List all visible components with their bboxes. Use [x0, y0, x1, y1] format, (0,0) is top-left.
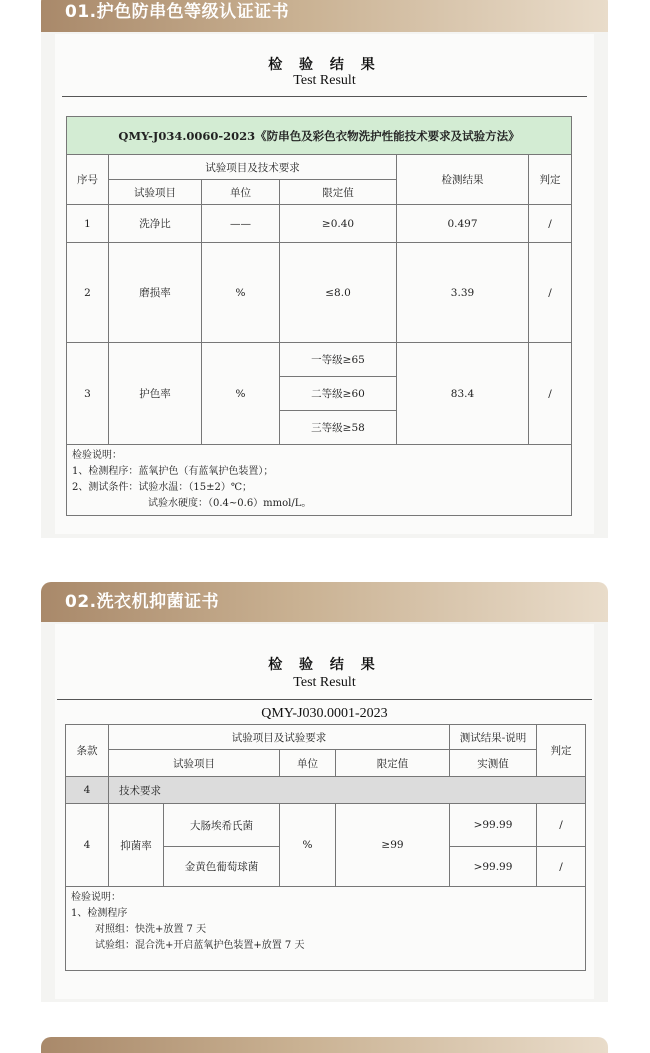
section2-table — [65, 724, 586, 971]
row-no: 1 — [67, 205, 109, 243]
section2-paper — [55, 624, 594, 999]
table-row — [66, 804, 586, 847]
row-item: 磨损率 — [109, 243, 202, 343]
notes-line: 试验水硬度：（0.4~0.6）mmol/L。 — [148, 498, 312, 509]
notes-line: 1、检测程序：蓝氧护色（有蓝氧护色装置）； — [72, 466, 274, 477]
row-unit: % — [202, 343, 280, 445]
notes-line: 2、测试条件：试验水温：（15±2）℃； — [72, 482, 253, 493]
section2-rule — [57, 699, 592, 700]
table-row — [67, 205, 572, 243]
header-group: 试验项目及技术要求 — [109, 155, 397, 180]
tech-row-no: 4 — [66, 777, 109, 804]
header-result: 检测结果 — [397, 155, 529, 205]
row-item: 抑菌率 — [109, 804, 164, 887]
notes-heading: 检验说明： — [72, 450, 122, 461]
section2-result-subtitle: Test Result — [293, 675, 356, 690]
section1-notes — [67, 445, 572, 516]
row-sub-name: 金黄色葡萄球菌 — [164, 847, 280, 887]
row-limit: ≥99 — [336, 804, 450, 887]
section2-result-title: 检 验 结 果 — [268, 657, 381, 673]
table-row — [67, 343, 572, 377]
row-item: 护色率 — [109, 343, 202, 445]
header-group: 试验项目及试验要求 — [109, 725, 450, 750]
header-measured: 实测值 — [450, 750, 537, 777]
notes-line: 试验组：混合洗+开启蓝氧护色装置+放置 7 天 — [95, 940, 305, 951]
section1-result-title: 检 验 结 果 — [268, 57, 381, 73]
section1-rule — [62, 96, 587, 97]
row-judge: / — [529, 205, 572, 243]
tech-row-label: 技术要求 — [109, 777, 586, 804]
row-limit-grade2: 二等级≥60 — [280, 377, 397, 411]
notes-line: 对照组：快洗+放置 7 天 — [95, 924, 207, 935]
row-sub-judge: / — [537, 847, 586, 887]
section3-banner — [41, 1037, 608, 1053]
section1-standard: QMY-J034.0060-2023《防串色及彩色衣物洗护性能技术要求及试验方法》 — [67, 117, 572, 155]
header-judge: 判定 — [529, 155, 572, 205]
row-judge: / — [529, 343, 572, 445]
row-no: 3 — [67, 343, 109, 445]
section1-paper — [55, 34, 594, 534]
row-result: 83.4 — [397, 343, 529, 445]
section2-banner: 02.洗衣机抑菌证书 — [41, 582, 608, 622]
notes-heading: 检验说明： — [71, 892, 121, 903]
header-clause: 条款 — [66, 725, 109, 777]
row-limit-grade1: 一等级≥65 — [280, 343, 397, 377]
notes-line: 1、检测程序 — [71, 908, 128, 919]
section1-table — [66, 116, 572, 516]
tech-row — [66, 777, 586, 804]
row-unit: % — [202, 243, 280, 343]
row-result: 0.497 — [397, 205, 529, 243]
section1-banner: 01.护色防串色等级认证证书 — [41, 0, 608, 32]
row-no: 4 — [66, 804, 109, 887]
row-limit: ≥0.40 — [280, 205, 397, 243]
section2-standard: QMY-J030.0001-2023 — [261, 706, 388, 721]
row-sub-value: >99.99 — [450, 847, 537, 887]
row-unit: % — [280, 804, 336, 887]
row-item: 洗净比 — [109, 205, 202, 243]
header-limit: 限定值 — [280, 180, 397, 205]
row-sub-name: 大肠埃希氏菌 — [164, 804, 280, 847]
section1-card — [41, 32, 608, 538]
row-unit: —— — [202, 205, 280, 243]
section2-notes — [66, 887, 586, 971]
section1-result-subtitle: Test Result — [293, 73, 356, 88]
header-result-group: 测试结果-说明 — [450, 725, 537, 750]
row-result: 3.39 — [397, 243, 529, 343]
header-limit: 限定值 — [336, 750, 450, 777]
row-sub-judge: / — [537, 804, 586, 847]
row-limit: ≤8.0 — [280, 243, 397, 343]
header-unit: 单位 — [280, 750, 336, 777]
section2-card — [41, 622, 608, 1002]
header-item: 试验项目 — [109, 750, 280, 777]
row-judge: / — [529, 243, 572, 343]
header-item: 试验项目 — [109, 180, 202, 205]
header-unit: 单位 — [202, 180, 280, 205]
header-index: 序号 — [67, 155, 109, 205]
row-no: 2 — [67, 243, 109, 343]
row-sub-value: >99.99 — [450, 804, 537, 847]
row-limit-grade3: 三等级≥58 — [280, 411, 397, 445]
header-judge: 判定 — [537, 725, 586, 777]
table-row — [67, 243, 572, 343]
